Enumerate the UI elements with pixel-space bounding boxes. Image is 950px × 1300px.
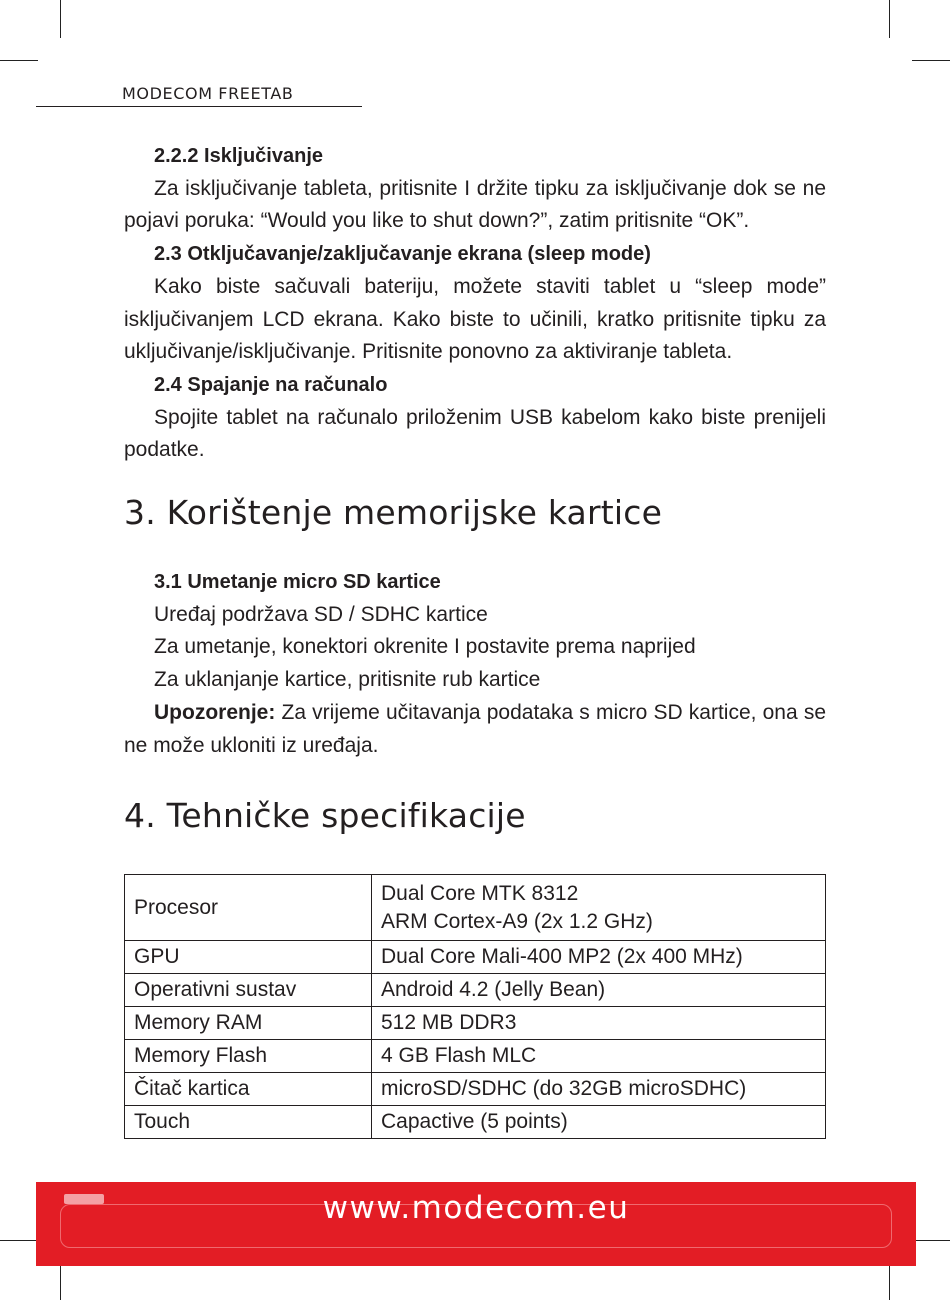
table-row — [125, 875, 826, 941]
warning-label: Upozorenje: — [154, 700, 276, 724]
section-heading-3-1: 3.1 Umetanje micro SD kartice — [154, 571, 441, 594]
section-text-2-3: Kako biste sačuvali bateriju, možete staviti tablet u “sleep mode” isključivanjem LCD ekrana. Kako biste to učinili, kratko pritisnite tipku za uključivanje/isključivanje. Pritisnite ponovno za aktiviranje tableta. — [124, 274, 826, 364]
crop-mark — [60, 0, 61, 38]
section-heading-2-3: 2.3 Otključavanje/zaključavanje ekrana (sleep mode) — [154, 243, 651, 266]
spec-value-line: ARM Cortex-A9 (2x 1.2 GHz) — [381, 909, 653, 933]
running-header: MODECOM FREETAB — [36, 84, 362, 107]
chapter-title-3: 3. Korištenje memorijske kartice — [124, 493, 663, 533]
crop-mark — [912, 1240, 950, 1241]
crop-mark — [60, 1262, 61, 1300]
table-row — [125, 1106, 826, 1139]
table-row — [125, 1073, 826, 1106]
spec-table — [124, 874, 826, 1139]
footer-url-link[interactable]: www.modecom.eu — [322, 1190, 630, 1226]
spec-key: Operativni sustav — [125, 974, 372, 1007]
spec-value — [372, 875, 826, 941]
card-insert-line: Za umetanje, konektori okrenite I postavite prema naprijed — [154, 635, 696, 659]
crop-mark — [0, 1240, 38, 1241]
section-heading-2-4: 2.4 Spajanje na računalo — [154, 373, 388, 396]
footer-banner — [36, 1182, 916, 1266]
section-heading-2-2-2: 2.2.2 Isključivanje — [154, 145, 323, 167]
spec-key: Touch — [125, 1106, 372, 1139]
spec-value: Dual Core Mali-400 MP2 (2x 400 MHz) — [372, 941, 826, 974]
table-row — [125, 1007, 826, 1040]
spec-value: 512 MB DDR3 — [372, 1007, 826, 1040]
spec-key: Čitač kartica — [125, 1073, 372, 1106]
table-row — [125, 1040, 826, 1073]
warning-text: Za vrijeme učitavanja podataka s micro SD kartice, ona se ne može ukloniti iz uređaja. — [124, 700, 826, 757]
spec-key: Procesor — [125, 875, 372, 941]
crop-mark — [912, 60, 950, 61]
chapter-title-4: 4. Tehničke specifikacije — [124, 796, 526, 836]
crop-mark — [889, 0, 890, 38]
spec-key: Memory Flash — [125, 1040, 372, 1073]
spec-value-line: Dual Core MTK 8312 — [381, 881, 579, 905]
crop-mark — [0, 60, 38, 61]
spec-value: 4 GB Flash MLC — [372, 1040, 826, 1073]
spec-key: GPU — [125, 941, 372, 974]
card-support-line: Uređaj podržava SD / SDHC kartice — [154, 602, 488, 626]
card-remove-line: Za uklanjanje kartice, pritisnite rub kartice — [154, 668, 541, 692]
crop-mark — [889, 1262, 890, 1300]
spec-key: Memory RAM — [125, 1007, 372, 1040]
warning-paragraph — [124, 697, 826, 762]
section-text-2-4: Spojite tablet na računalo priloženim USB kabelom kako biste prenijeli podatke. — [124, 405, 826, 462]
spec-value: microSD/SDHC (do 32GB microSDHC) — [372, 1073, 826, 1106]
spec-value: Android 4.2 (Jelly Bean) — [372, 974, 826, 1007]
section-text-2-2-2: Za isključivanje tableta, pritisnite I držite tipku za isključivanje dok se ne pojavi poruka: “Would you like to shut down?”, zatim pritisnite “OK”. — [124, 176, 826, 233]
table-row — [125, 974, 826, 1007]
table-row — [125, 941, 826, 974]
page-content — [124, 140, 826, 835]
spec-value: Capactive (5 points) — [372, 1106, 826, 1139]
